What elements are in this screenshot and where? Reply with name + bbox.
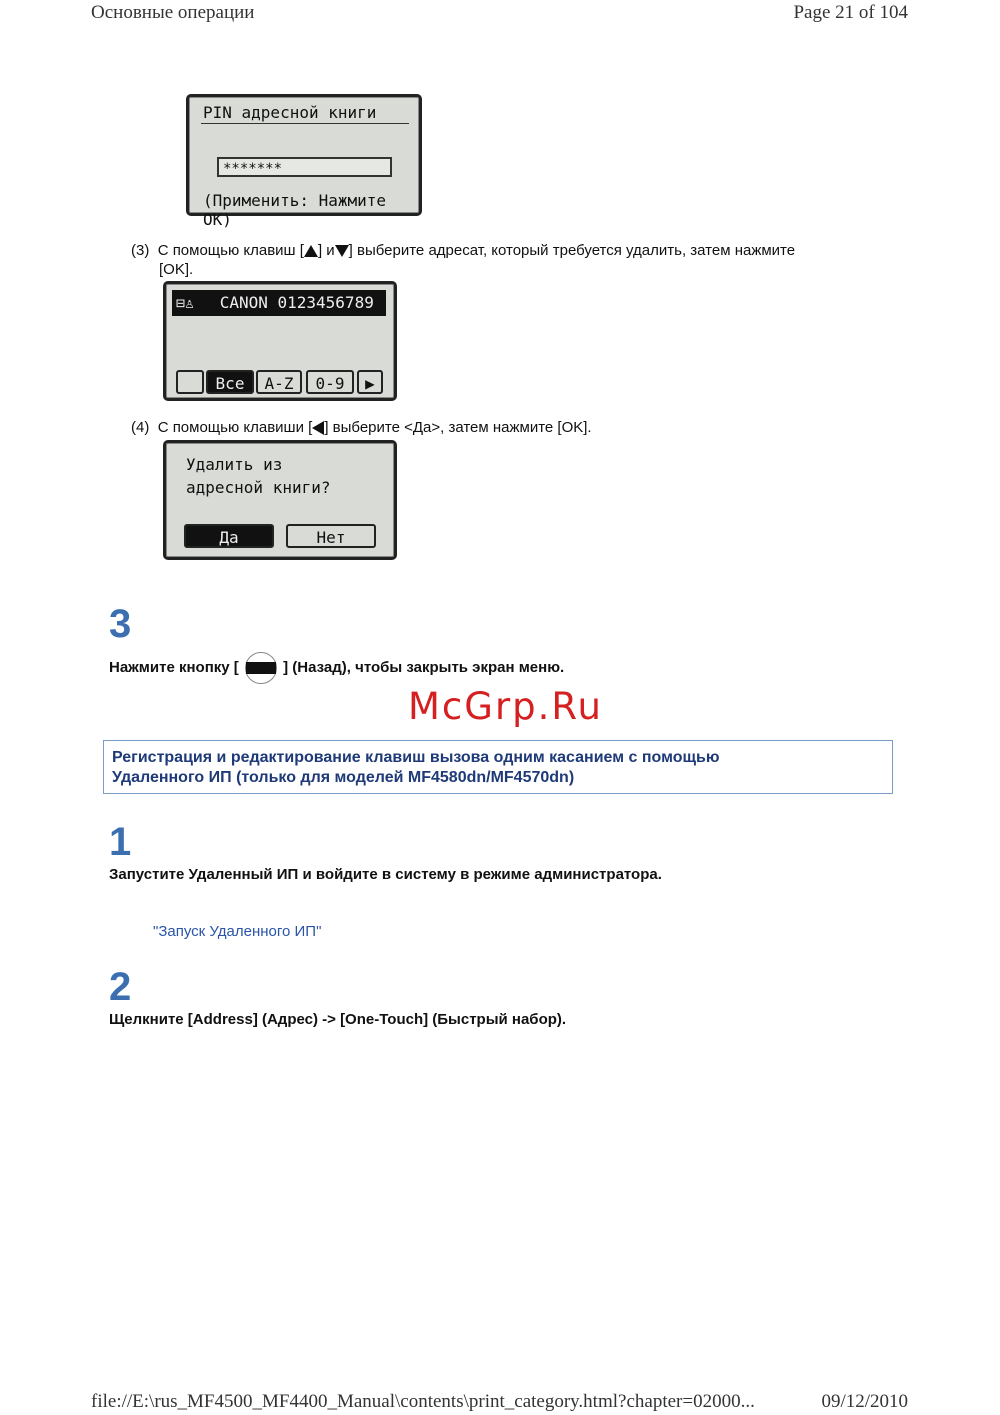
step-3-text-a: Нажмите кнопку [ [109,658,239,676]
substep-4 [131,418,592,437]
substep-3-text-c: ] выберите адресат, который требуется удалить, затем нажмите [348,242,796,259]
yes-button: Да [184,524,274,548]
lcd-pin-hint: (Применить: Нажмите OK) [203,191,387,229]
lcd-divider [201,123,409,124]
arrow-up-icon [304,245,318,257]
no-button: Нет [286,524,376,548]
substep-3-text-b: ] и [317,242,335,259]
substep-4-number: (4) [131,419,150,436]
tab-blank [176,370,204,394]
substep-3-number: (3) [131,242,150,259]
header-title: Основные операции [91,2,255,23]
arrow-left-icon [312,421,324,435]
watermark: McGrp.Ru [408,685,603,728]
substep-3-line2: [OK]. [159,261,194,278]
footer-date: 09/12/2010 [821,1391,908,1412]
fax-icon: ⊟ [176,294,186,312]
substep-4-text-b: ] выберите <Да>, затем нажмите [OK]. [324,419,592,436]
arrow-down-icon [335,245,349,257]
step-1-text: Запустите Удаленный ИП и войдите в систему в режиме администратора. [109,866,662,883]
back-button-icon [245,652,277,684]
footer-path: file://E:\rus_MF4500_MF4400_Manual\contents\print_category.html?chapter=02000... [91,1391,755,1412]
lcd-pin-title: PIN адресной книги [203,103,377,122]
lcd-pin-screen [186,94,422,229]
pin-input: ******* [217,157,392,177]
section-heading-line1: Регистрация и редактирование клавиш вызова одним касанием с помощью [112,749,720,766]
lcd-address-list [163,281,397,401]
person-icon: ♙ [185,294,195,312]
tab-all: Все [206,370,254,394]
confirm-line2: адресной книги? [186,478,331,497]
step-1-number: 1 [109,820,132,864]
step-2-number: 2 [109,965,132,1009]
section-heading-box [103,740,893,794]
entry-label: CANON 0123456789 [219,293,374,312]
step-3-number: 3 [109,602,132,646]
step-3-text-b: ] (Назад), чтобы закрыть экран меню. [283,658,565,676]
tab-0-9: 0-9 [306,370,354,394]
substep-3-text-a: С помощью клавиш [ [157,242,304,259]
confirm-line1: Удалить из [186,455,283,474]
tab-a-z: A-Z [256,370,302,394]
substep-4-text-a: С помощью клавиши [ [157,419,313,436]
substep-3 [131,241,795,260]
header-page-number: Page 21 of 104 [793,2,908,23]
step-2-text: Щелкните [Address] (Адрес) -> [One-Touch] (Быстрый набор). [109,1011,567,1028]
remote-ui-link[interactable]: "Запуск Удаленного ИП" [153,923,322,940]
selected-entry [172,290,386,316]
next-arrow-icon: ▶ [357,370,383,394]
section-heading-line2: Удаленного ИП (только для моделей MF4580dn/MF4570dn) [112,769,575,786]
lcd-delete-confirm [163,440,397,560]
step-3-text [109,652,564,684]
